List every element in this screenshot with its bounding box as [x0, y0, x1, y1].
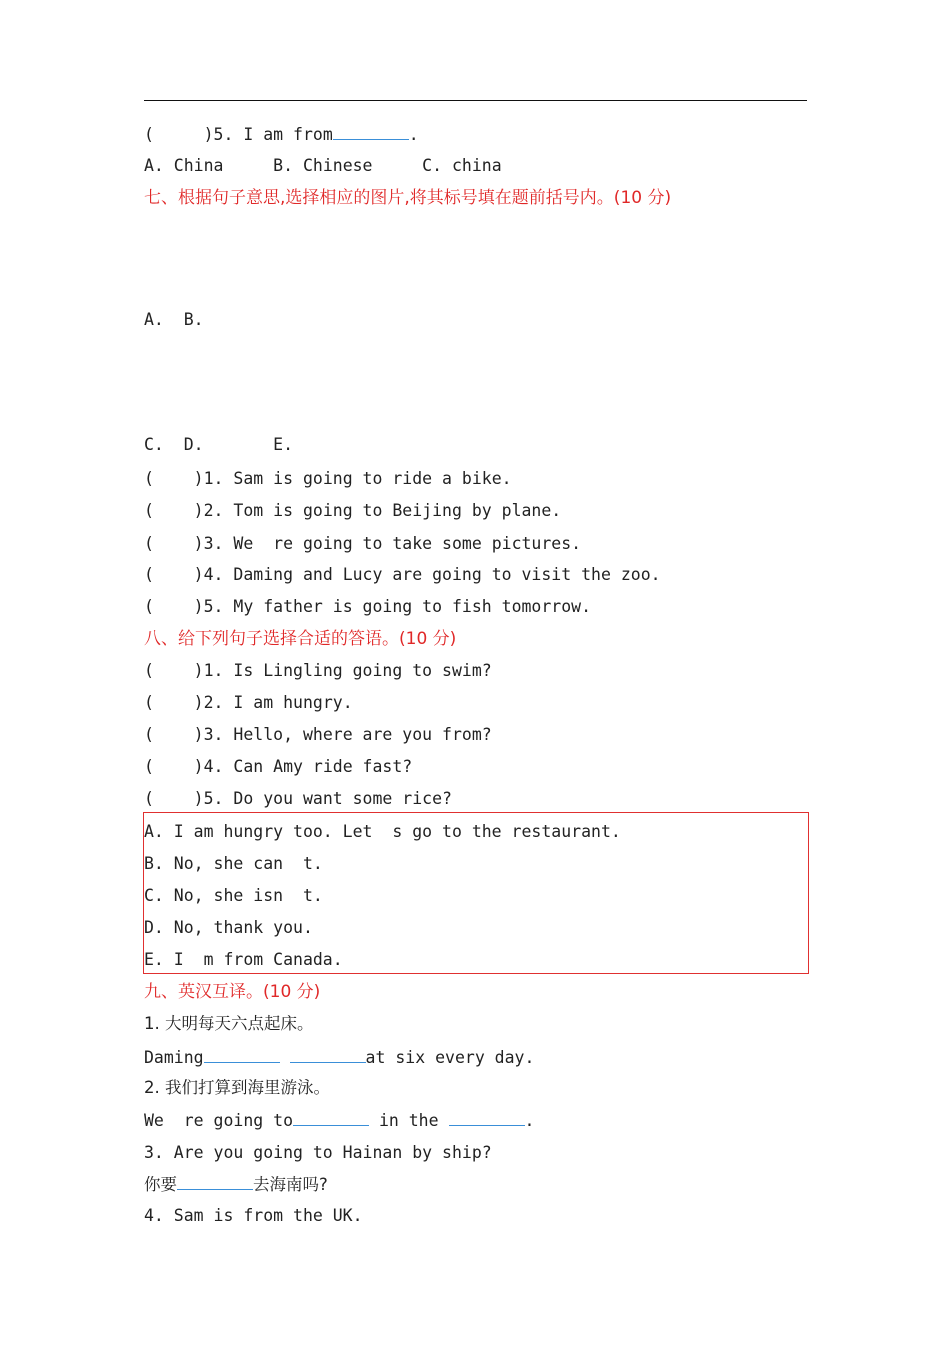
s8-item-3: ( )3. Hello, where are you from?	[144, 725, 492, 744]
answer-blank[interactable]	[204, 1046, 280, 1063]
s7-item-1: ( )1. Sam is going to ride a bike.	[144, 469, 512, 488]
s7-item-5: ( )5. My father is going to fish tomorrow.	[144, 597, 592, 616]
s7-item-4: ( )4. Daming and Lucy are going to visit the zoo.	[144, 565, 661, 584]
s7-item-2: ( )2. Tom is going to Beijing by plane.	[144, 501, 562, 520]
s9-q3: 3. Are you going to Hainan by ship?	[144, 1143, 492, 1162]
s9-q2-answer: We re going to in the .	[144, 1111, 535, 1130]
s9-q4: 4. Sam is from the UK.	[144, 1206, 363, 1225]
answer-blank[interactable]	[177, 1173, 253, 1190]
section-9-title: 九、英汉互译。(10 分)	[144, 982, 321, 1002]
picture-labels-row-1: A. B.	[144, 310, 204, 329]
q6-options: A. China B. Chinese C. china	[144, 156, 502, 175]
answer-blank[interactable]	[290, 1046, 366, 1063]
s8-item-5: ( )5. Do you want some rice?	[144, 789, 452, 808]
section-8-title: 八、给下列句子选择合适的答语。(10 分)	[144, 629, 457, 649]
s8-item-2: ( )2. I am hungry.	[144, 693, 353, 712]
answer-option-b: B. No, she can t.	[144, 854, 323, 873]
answer-option-d: D. No, thank you.	[144, 918, 313, 937]
answer-blank[interactable]	[333, 123, 409, 140]
q6-item-5: ( )5. I am from .	[144, 125, 419, 144]
answer-blank[interactable]	[449, 1109, 525, 1126]
answer-option-a: A. I am hungry too. Let s go to the restaurant.	[144, 822, 621, 841]
answer-blank[interactable]	[293, 1109, 369, 1126]
s9-q1: 1. 大明每天六点起床。	[144, 1014, 314, 1033]
s8-item-4: ( )4. Can Amy ride fast?	[144, 757, 413, 776]
s8-item-1: ( )1. Is Lingling going to swim?	[144, 661, 492, 680]
answer-option-c: C. No, she isn t.	[144, 886, 323, 905]
section-7-title: 七、根据句子意思,选择相应的图片,将其标号填在题前括号内。(10 分)	[144, 188, 672, 208]
picture-labels-row-2: C. D. E.	[144, 435, 294, 454]
s7-item-3: ( )3. We re going to take some pictures.	[144, 534, 582, 553]
s9-q2: 2. 我们打算到海里游泳。	[144, 1078, 330, 1097]
answer-option-e: E. I m from Canada.	[144, 950, 343, 969]
header-rule	[144, 100, 807, 101]
s9-q1-answer: Daming at six every day.	[144, 1048, 535, 1067]
s9-q3-answer: 你要 去海南吗?	[144, 1175, 328, 1194]
